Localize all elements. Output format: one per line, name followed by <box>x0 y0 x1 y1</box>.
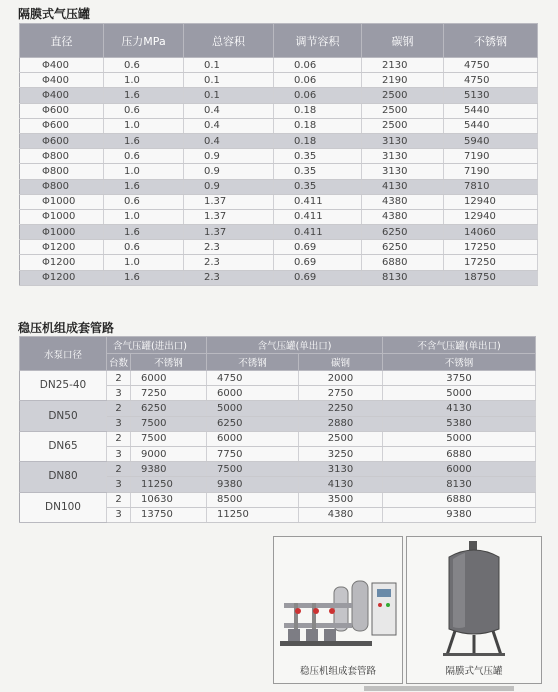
bottom-edge-strip <box>360 684 558 692</box>
table-cell: 5940 <box>444 133 538 148</box>
col-header-count: 台数 <box>107 354 131 371</box>
table-row <box>20 371 536 386</box>
table-row <box>20 103 538 118</box>
table-cell: 6880 <box>383 446 536 461</box>
table-cell: Φ1000 <box>20 225 104 240</box>
table-cell: 1.37 <box>184 209 274 224</box>
table-cell: 7500 <box>207 462 299 477</box>
table-cell: 0.35 <box>274 164 362 179</box>
table-cell: 0.69 <box>274 270 362 285</box>
table-cell: 2 <box>107 492 131 507</box>
table-cell: 0.6 <box>104 194 184 209</box>
table-cell: Φ400 <box>20 73 104 88</box>
table-cell: 0.4 <box>184 118 274 133</box>
table-cell: 2880 <box>299 416 383 431</box>
table-cell: 3 <box>107 386 131 401</box>
table-cell: 0.69 <box>274 255 362 270</box>
table-cell: 5130 <box>444 88 538 103</box>
section2-title: 稳压机组成套管路 <box>18 321 115 335</box>
table-cell: 7810 <box>444 179 538 194</box>
table-cell: 5440 <box>444 103 538 118</box>
table-cell: 4380 <box>362 194 444 209</box>
table-cell: 2500 <box>362 118 444 133</box>
table-row <box>20 431 536 446</box>
table-cell: 0.1 <box>184 73 274 88</box>
table-cell: 0.6 <box>104 58 184 73</box>
table-cell: 0.69 <box>274 240 362 255</box>
table-cell: 7190 <box>444 149 538 164</box>
table-cell: 2500 <box>362 88 444 103</box>
table-row <box>20 401 536 416</box>
table-cell: 7250 <box>131 386 207 401</box>
table-cell: 12940 <box>444 194 538 209</box>
table-cell: 5380 <box>383 416 536 431</box>
table-cell: 0.06 <box>274 58 362 73</box>
table-cell: 2190 <box>362 73 444 88</box>
table-cell: 0.06 <box>274 73 362 88</box>
table-cell: 6250 <box>131 401 207 416</box>
table-cell: 0.6 <box>104 240 184 255</box>
pump-size-cell: DN65 <box>20 431 107 461</box>
table-cell: 0.9 <box>184 164 274 179</box>
table-cell: 11250 <box>131 477 207 492</box>
table-cell: 1.0 <box>104 164 184 179</box>
table-cell: 6000 <box>207 431 299 446</box>
table-cell: 10630 <box>131 492 207 507</box>
table-cell: 0.18 <box>274 118 362 133</box>
pump-size-cell: DN25-40 <box>20 371 107 401</box>
booster-unit-caption: 稳压机组成套管路 <box>299 666 376 677</box>
table-cell: 3 <box>107 416 131 431</box>
table-cell: Φ800 <box>20 149 104 164</box>
table-cell: 6000 <box>131 371 207 386</box>
table-cell: 17250 <box>444 240 538 255</box>
table-row <box>20 88 538 103</box>
col-header-carbon-steel: 碳钢 <box>362 24 444 58</box>
table-row <box>20 462 536 477</box>
col-header-ss-single: 不锈钢 <box>207 354 299 371</box>
table-cell: 6000 <box>207 386 299 401</box>
table-cell: Φ600 <box>20 118 104 133</box>
col-header-group-inout: 含气压罐(进出口) <box>107 337 207 354</box>
table-cell: 6250 <box>362 225 444 240</box>
table-cell: Φ600 <box>20 133 104 148</box>
table-row <box>20 492 536 507</box>
table-cell: 0.411 <box>274 194 362 209</box>
booster-unit-photo <box>273 536 403 684</box>
table-cell: 3 <box>107 477 131 492</box>
table-cell: 4130 <box>383 401 536 416</box>
table-cell: 3130 <box>362 149 444 164</box>
col-header-group-no-tank: 不含气压罐(单出口) <box>383 337 536 354</box>
table-cell: 4130 <box>299 477 383 492</box>
table-cell: 0.4 <box>184 133 274 148</box>
table-cell: 4130 <box>362 179 444 194</box>
table-cell: 0.9 <box>184 179 274 194</box>
table-cell: 0.411 <box>274 225 362 240</box>
table-row <box>20 255 538 270</box>
col-header-adjust-volume: 调节容积 <box>274 24 362 58</box>
table-cell: 0.411 <box>274 209 362 224</box>
table-cell: 2500 <box>299 431 383 446</box>
table-cell: 3130 <box>362 133 444 148</box>
table-cell: 0.4 <box>184 103 274 118</box>
pump-size-cell: DN100 <box>20 492 107 522</box>
table-cell: 12940 <box>444 209 538 224</box>
table-cell: 4750 <box>207 371 299 386</box>
booster-unit-illustration <box>274 537 402 657</box>
table-cell: 1.6 <box>104 133 184 148</box>
table-row <box>20 179 538 194</box>
table-cell: 0.1 <box>184 58 274 73</box>
table-cell: 4380 <box>299 507 383 522</box>
table-cell: 3 <box>107 446 131 461</box>
table-cell: 2.3 <box>184 240 274 255</box>
table-cell: 4380 <box>362 209 444 224</box>
table-row <box>20 270 538 285</box>
table-cell: 5440 <box>444 118 538 133</box>
table-cell: 8500 <box>207 492 299 507</box>
table-header-row <box>20 24 538 58</box>
table-cell: 9000 <box>131 446 207 461</box>
table-cell: 2500 <box>362 103 444 118</box>
table-cell: 14060 <box>444 225 538 240</box>
table-cell: 3130 <box>299 462 383 477</box>
table-cell: 7750 <box>207 446 299 461</box>
table-cell: 1.37 <box>184 194 274 209</box>
table-cell: 4750 <box>444 58 538 73</box>
table-cell: Φ1200 <box>20 270 104 285</box>
diaphragm-tank-photo <box>406 536 542 684</box>
table-cell: 2750 <box>299 386 383 401</box>
table-cell: 17250 <box>444 255 538 270</box>
table-cell: 3130 <box>362 164 444 179</box>
col-header-ss-inout: 不锈钢 <box>131 354 207 371</box>
col-header-stainless-steel: 不锈钢 <box>444 24 538 58</box>
table-cell: 3250 <box>299 446 383 461</box>
table-cell: Φ1000 <box>20 194 104 209</box>
table-cell: 1.0 <box>104 73 184 88</box>
table-cell: 2 <box>107 462 131 477</box>
table-cell: 6000 <box>383 462 536 477</box>
table-cell: 7500 <box>131 416 207 431</box>
table-cell: 2.3 <box>184 255 274 270</box>
table-cell: 0.18 <box>274 103 362 118</box>
table-cell: Φ1200 <box>20 240 104 255</box>
table-cell: Φ600 <box>20 103 104 118</box>
table-cell: 1.0 <box>104 209 184 224</box>
diaphragm-tank-illustration <box>407 537 541 661</box>
table-cell: 2000 <box>299 371 383 386</box>
table-cell: 3500 <box>299 492 383 507</box>
col-header-cs-single: 碳钢 <box>299 354 383 371</box>
table-cell: 1.6 <box>104 270 184 285</box>
table-cell: 5000 <box>207 401 299 416</box>
table-cell: 3750 <box>383 371 536 386</box>
table-cell: 0.18 <box>274 133 362 148</box>
table-cell: 7500 <box>131 431 207 446</box>
table-cell: 0.06 <box>274 88 362 103</box>
table-cell: 6880 <box>362 255 444 270</box>
table-cell: 4750 <box>444 73 538 88</box>
col-header-pressure: 压力MPa <box>104 24 184 58</box>
table-row <box>20 118 538 133</box>
table-cell: 0.6 <box>104 103 184 118</box>
table-row <box>20 58 538 73</box>
table-cell: 5000 <box>383 431 536 446</box>
table-cell: 1.0 <box>104 118 184 133</box>
pump-size-cell: DN50 <box>20 401 107 431</box>
table-row <box>20 225 538 240</box>
table-cell: Φ800 <box>20 164 104 179</box>
table-cell: 3 <box>107 507 131 522</box>
table-cell: 1.6 <box>104 225 184 240</box>
table-cell: 2 <box>107 431 131 446</box>
table-cell: 1.6 <box>104 179 184 194</box>
table-row <box>20 73 538 88</box>
table-cell: 2130 <box>362 58 444 73</box>
booster-unit-table <box>19 336 536 523</box>
pressure-tank-table <box>19 23 538 286</box>
col-header-ss-no-tank: 不锈钢 <box>383 354 536 371</box>
table-row <box>20 194 538 209</box>
diaphragm-tank-caption: 隔膜式气压罐 <box>445 666 503 677</box>
table-cell: 6250 <box>207 416 299 431</box>
table-row <box>20 209 538 224</box>
table-header-row <box>20 337 536 354</box>
table-cell: 11250 <box>207 507 299 522</box>
table-cell: 0.35 <box>274 179 362 194</box>
table-cell: Φ1200 <box>20 255 104 270</box>
table-cell: Φ400 <box>20 58 104 73</box>
table-cell: 1.37 <box>184 225 274 240</box>
table-cell: Φ1000 <box>20 209 104 224</box>
table-cell: 9380 <box>207 477 299 492</box>
col-header-pump-size: 水泵口径 <box>20 337 107 371</box>
table-cell: 9380 <box>383 507 536 522</box>
table-cell: 0.35 <box>274 149 362 164</box>
table-cell: 9380 <box>131 462 207 477</box>
col-header-total-volume: 总容积 <box>184 24 274 58</box>
table-cell: 6880 <box>383 492 536 507</box>
table-cell: 0.9 <box>184 149 274 164</box>
table-cell: 18750 <box>444 270 538 285</box>
table-cell: 2.3 <box>184 270 274 285</box>
table-row <box>20 133 538 148</box>
table-row <box>20 240 538 255</box>
col-header-diameter: 直径 <box>20 24 104 58</box>
table-cell: 7190 <box>444 164 538 179</box>
table-cell: 13750 <box>131 507 207 522</box>
table-row <box>20 149 538 164</box>
table-cell: Φ400 <box>20 88 104 103</box>
table-cell: 2250 <box>299 401 383 416</box>
table-row <box>20 164 538 179</box>
table-cell: 2 <box>107 371 131 386</box>
table-cell: Φ800 <box>20 179 104 194</box>
table-cell: 8130 <box>362 270 444 285</box>
pump-size-cell: DN80 <box>20 462 107 492</box>
section1-title: 隔膜式气压罐 <box>18 7 91 21</box>
table-cell: 6250 <box>362 240 444 255</box>
table-cell: 1.6 <box>104 88 184 103</box>
table-cell: 0.6 <box>104 149 184 164</box>
table-cell: 2 <box>107 401 131 416</box>
table-cell: 0.1 <box>184 88 274 103</box>
table-cell: 1.0 <box>104 255 184 270</box>
col-header-group-single: 含气压罐(单出口) <box>207 337 383 354</box>
table-cell: 5000 <box>383 386 536 401</box>
table-cell: 8130 <box>383 477 536 492</box>
